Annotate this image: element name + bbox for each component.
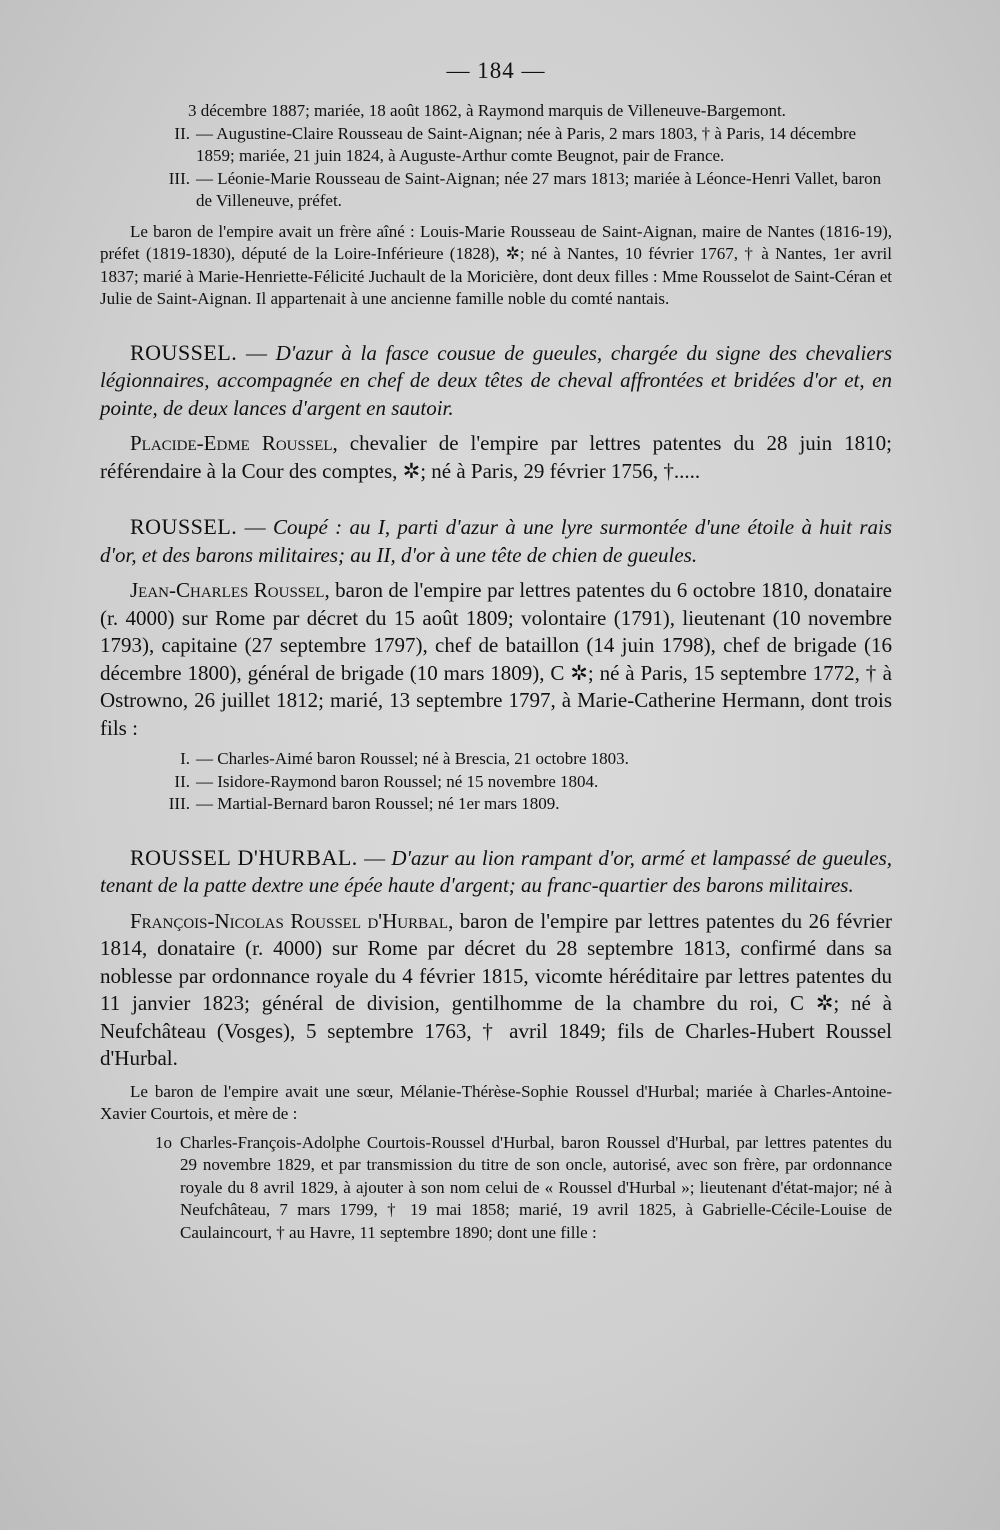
person-name: François-Nicolas Roussel d'Hurbal bbox=[130, 908, 449, 933]
entry-title: ROUSSEL. bbox=[130, 514, 238, 539]
person-name: Jean-Charles Roussel bbox=[130, 578, 325, 602]
entry-title: ROUSSEL. bbox=[130, 339, 238, 365]
item-number: II. bbox=[174, 123, 190, 143]
daughter-item-ii bbox=[100, 123, 892, 168]
blazon-text: D'azur au lion rampant d'or, armé et lampassé de gueules, tenant de la patte dextre une épée haute d'argent; au franc-quartier des barons militaires. bbox=[100, 845, 892, 897]
son-item bbox=[100, 748, 892, 771]
entry-roussel-dhurbal-blazon bbox=[100, 844, 892, 900]
son-item bbox=[100, 771, 892, 794]
page-number: — 184 — bbox=[446, 58, 546, 83]
entry-title: ROUSSEL D'HURBAL. bbox=[130, 844, 358, 870]
item-text: — Isidore-Raymond baron Roussel; né 15 novembre 1804. bbox=[196, 771, 599, 791]
item-text: — Léonie-Marie Rousseau de Saint-Aignan; née 27 mars 1813; mariée à Léonce-Henri Vallet, baron de Villeneuve, préfet. bbox=[196, 168, 882, 210]
entry-roussel-dhurbal-body bbox=[100, 908, 892, 1073]
item-number: III. bbox=[168, 168, 190, 188]
blazon-text: D'azur à la fasce cousue de gueules, chargée du signe des chevaliers légionnaires, accompagnée en chef de deux têtes de cheval affrontées et bridées d'or et, en pointe, de deux lances d'argent en sautoir. bbox=[100, 340, 892, 420]
entry-body: , baron de l'empire par lettres patentes du 6 octobre 1810, donataire (r. 4000) sur Rome par décret du 15 août 1809; volontaire (1791), lieutenant (10 novembre 1793), capitaine (27 septembre 1797), chef de bataillon (14 juin 1798), chef de brigade (16 décembre 1800), général de brigade (10 mars 1809), C ✲; né à Paris, 15 septembre 1772, † à Ostrowno, 26 juillet 1812; marié, 13 septembre 1797, à Marie-Catherine Hermann, dont trois fils : bbox=[100, 578, 892, 740]
continuation-text: 3 décembre 1887; mariée, 18 août 1862, à Raymond marquis de Villeneuve-Bargemont. bbox=[188, 101, 786, 120]
item-text: — Martial-Bernard baron Roussel; né 1er mars 1809. bbox=[196, 794, 560, 813]
item-number: III. bbox=[168, 794, 190, 813]
blazon-text: Coupé : au I, parti d'azur à une lyre surmontée d'une étoile à huit rais d'or, et des barons militaires; au II, d'or à une tête de chien de gueules. bbox=[100, 515, 892, 567]
son-item bbox=[100, 793, 892, 816]
item-text: — Augustine-Claire Rousseau de Saint-Aignan; née à Paris, 2 mars 1803, † à Paris, 14 décembre 1859; mariée, 21 juin 1824, à Auguste-Arthur comte Beugnot, pair de France. bbox=[196, 123, 857, 165]
child-item-1 bbox=[100, 1132, 892, 1245]
person-name: Placide-Edme Roussel bbox=[130, 431, 333, 455]
entry-roussel-2-body bbox=[100, 577, 892, 742]
entry-dash: — bbox=[237, 340, 276, 365]
entry-body: , baron de l'empire par lettres patentes du 26 février 1814, donataire (r. 4000) sur Rome par décret du 28 septembre 1813, confirmé dans sa noblesse par ordonnance royale du 4 février 1815, vicomte héréditaire par lettres patentes du 11 janvier 1823; général de division, gentilhomme de la chambre du roi, C ✲; né à Neufchâteau (Vosges), 5 septembre 1763, † avril 1849; fils de Charles-Hubert Roussel d'Hurbal. bbox=[100, 908, 892, 1070]
entry-dash: — bbox=[237, 515, 273, 539]
item-number: I. bbox=[180, 749, 190, 768]
item-number: 1o bbox=[155, 1132, 172, 1152]
item-text: Charles-François-Adolphe Courtois-Roussel d'Hurbal, baron Roussel d'Hurbal, par lettres patentes du 29 novembre 1829, et par transmission du titre de son oncle, autorisé, avec son frère, par ordonnance royale du 8 avril 1829, à ajouter à son nom celui de « Roussel d'Hurbal »; lieutenant d'état-major; né à Neufchâteau, 7 mars 1799, † 19 mai 1858; marié, 19 avril 1825, à Gabrielle-Cécile-Louise de Caulaincourt, † au Havre, 11 septembre 1890; dont une fille : bbox=[180, 1132, 892, 1242]
entry-body: , chevalier de l'empire par lettres patentes du 28 juin 1810; référendaire à la Cour des comptes, ✲; né à Paris, 29 février 1756, †..... bbox=[100, 431, 892, 483]
entry-roussel-1-body bbox=[100, 430, 892, 485]
daughter-item-iii bbox=[100, 168, 892, 213]
entry-dash: — bbox=[357, 845, 392, 870]
brother-paragraph: Le baron de l'empire avait un frère aîné : Louis-Marie Rousseau de Saint-Aignan, maire de Nantes (1816-19), préfet (1819-1830), député de la Loire-Inférieure (1828), ✲; né à Nantes, 10 février 1767, † à Nantes, 1er avril 1837; marié à Marie-Henriette-Félicité Juchault de la Moricière, dont deux filles : Mme Rousselot de Saint-Céran et Julie de Saint-Aignan. Il appartenait à une ancienne famille noble du comté nantais. bbox=[100, 221, 892, 308]
item-number: II. bbox=[174, 771, 190, 791]
entry-roussel-1-blazon bbox=[100, 339, 892, 423]
item-text: — Charles-Aimé baron Roussel; né à Brescia, 21 octobre 1803. bbox=[196, 749, 629, 768]
entry-roussel-2-blazon bbox=[100, 513, 892, 569]
sister-paragraph: Le baron de l'empire avait une sœur, Mélanie-Thérèse-Sophie Roussel d'Hurbal; mariée à Charles-Antoine-Xavier Courtois, et mère de : bbox=[100, 1081, 892, 1123]
